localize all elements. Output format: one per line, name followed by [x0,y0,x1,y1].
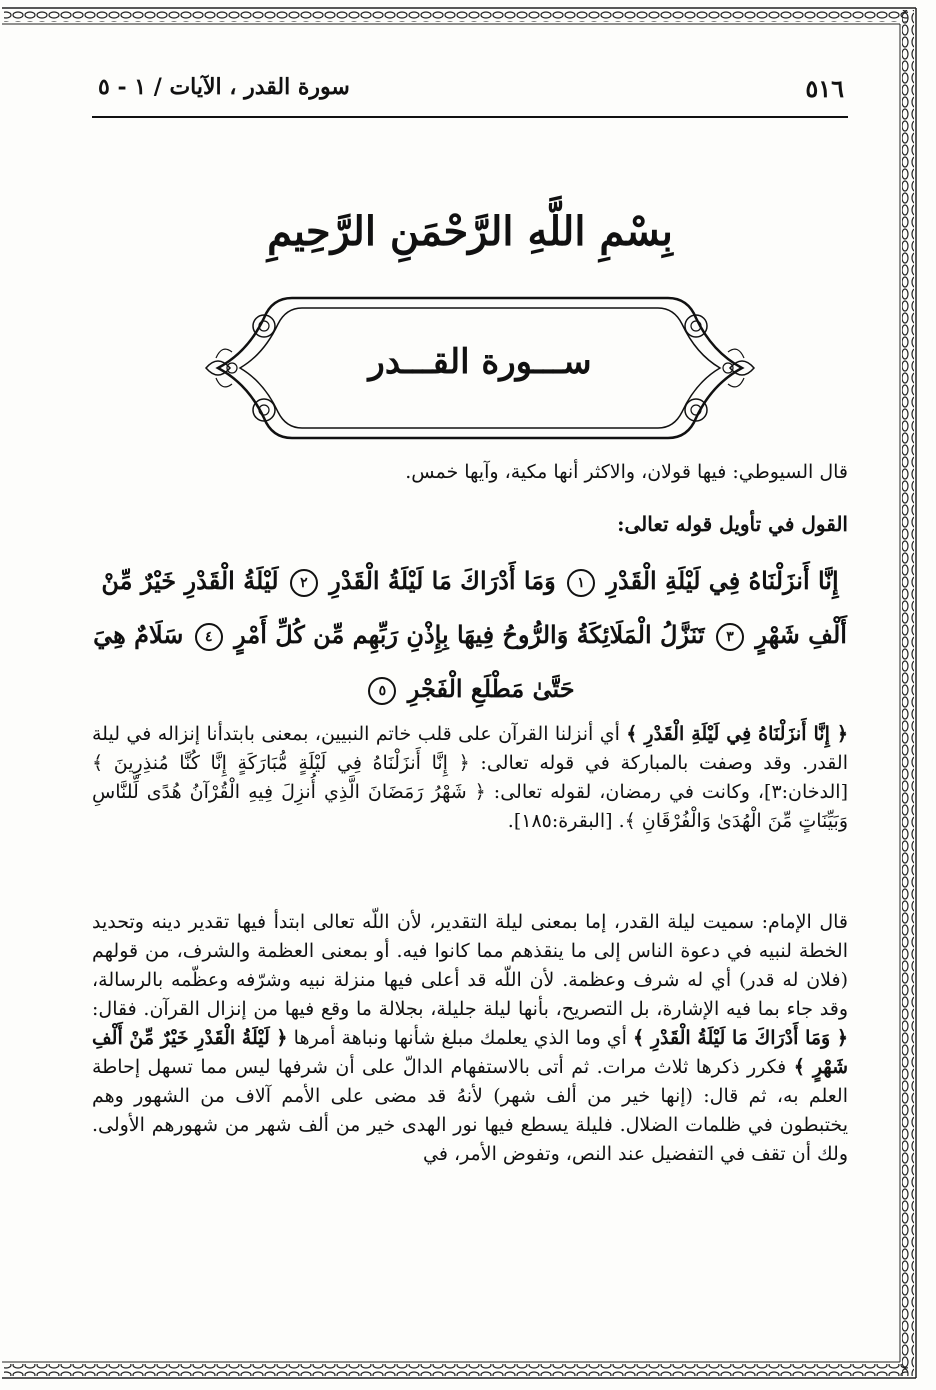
surah-title: ســـورة القـــدر [368,342,592,382]
quoted-verse: ﴿ لَيْلَةُ الْقَدْرِ خَيْرٌ مِّنْ أَلْفِ شَهْرٍ ﴾ [92,1027,848,1078]
verse-number: ٣ [716,623,744,651]
verse-text: لَيْلَةُ الْقَدْرِ خَيْرٌ مِّنْ أَلْفِ شَهْرٍ [101,566,847,649]
paragraph-text: أي أنزلنا القرآن على قلب خاتم النبيين، بمعنى بابتدأنا إنزاله في ليلة القدر. وقد وصفت بالمباركة في قوله تعالى: ﴿ إِنَّا أَنزَلْنَاهُ فِي لَيْلَةٍ مُّبَارَكَةٍ إِنَّا كُنَّا مُنذِرِينَ ﴾ [الدخان:٣]، وكانت في رمضان، لقوله تعالى: ﴿ شَهْرُ رَمَضَانَ الَّذِي أُنزِلَ فِيهِ الْقُرْآنُ هُدًى لِّلنَّاسِ وَبَيِّنَاتٍ مِّنَ الْهُدَىٰ وَالْفُرْقَانِ ﴾. [البقرة:١٨٥]. [92,723,848,832]
paragraph-text: قال الإمام: سميت ليلة القدر، إما بمعنى ليلة التقدير، لأن اللّه تعالى ابتدأ فيها تقدير دينه وتحديد الخطة لنبيه في دعوة الناس إلى ما ينقذهم مما كانوا فيه. أو بمعنى العظمة والشرف، من قولهم (فلان له قدر) أي له شرف وعظمة. لأن اللّه قد أعلى فيها منزلة نبيه وشرّفه وعظّمه بالرسالة، وقد جاء بما فيه الإشارة، بل التصريح، بأنها ليلة جليلة، بجلالة ما وقع فيها من إنزال القرآن. فقال: [92,911,848,1020]
commentary-paragraph-1 [92,720,848,836]
running-header [92,68,848,118]
quoted-verse: ﴿ وَمَا أَدْرَاكَ مَا لَيْلَةُ الْقَدْرِ ﴾ [633,1027,849,1049]
verse-text: تَنَزَّلُ الْمَلَائِكَةُ وَالرُّوحُ فِيهَا بِإِذْنِ رَبِّهِم مِّن كُلِّ أَمْرٍ [234,620,705,649]
verse-number: ٥ [368,677,396,705]
paragraph-text: فكرر ذكرها ثلاث مرات. ثم أتى بالاستفهام الدالّ على أن شرفها ليس مما تسهل إحاطة العلم به، ثم قال: (إنها خير من ألف شهر) لأنهُ قد مضى على الأمم آلاف من الشهور وهم يختبطون في ظلمات الضلال. فليلة يسطع فيها نور الهدى خير من ألف شهر من شهورهم الأولى. ولك أن تقف في التفضيل عند النص، وتفوض الأمر، في [92,1056,848,1165]
verse-number: ٢ [290,569,318,597]
verse-number: ٤ [195,623,223,651]
verse-text: إِنَّا أَنزَلْنَاهُ فِي لَيْلَةِ الْقَدْرِ [606,566,839,595]
verse-text: وَمَا أَدْرَاكَ مَا لَيْلَةُ الْقَدْرِ [329,566,556,595]
commentary-paragraph-2 [92,908,848,1169]
page-number: ٥١٦ [805,74,844,103]
surah-cartouche [202,288,758,448]
running-title: سورة القدر ، الآيات / ١ - ٥ [98,74,350,100]
verse-number: ١ [567,569,595,597]
basmala: بِسْمِ اللَّهِ الرَّحْمَنِ الرَّحِيمِ [267,208,673,255]
verses-block [92,554,848,716]
paragraph-text: أي وما الذي يعلمك مبلغ شأنها ونباهة أمرها [287,1027,634,1049]
section-heading: القول في تأويل قوله تعالى: [617,512,848,536]
intro-text: قال السيوطي: فيها قولان، والاكثر أنها مكية، وآيها خمس. [405,461,848,483]
quoted-verse: ﴿ إِنَّا أَنزَلْنَاهُ فِي لَيْلَةِ الْقَدْرِ ﴾ [626,723,848,745]
verse-text: سَلَامٌ هِيَ حَتَّىٰ مَطْلَعِ الْفَجْرِ [93,620,575,703]
